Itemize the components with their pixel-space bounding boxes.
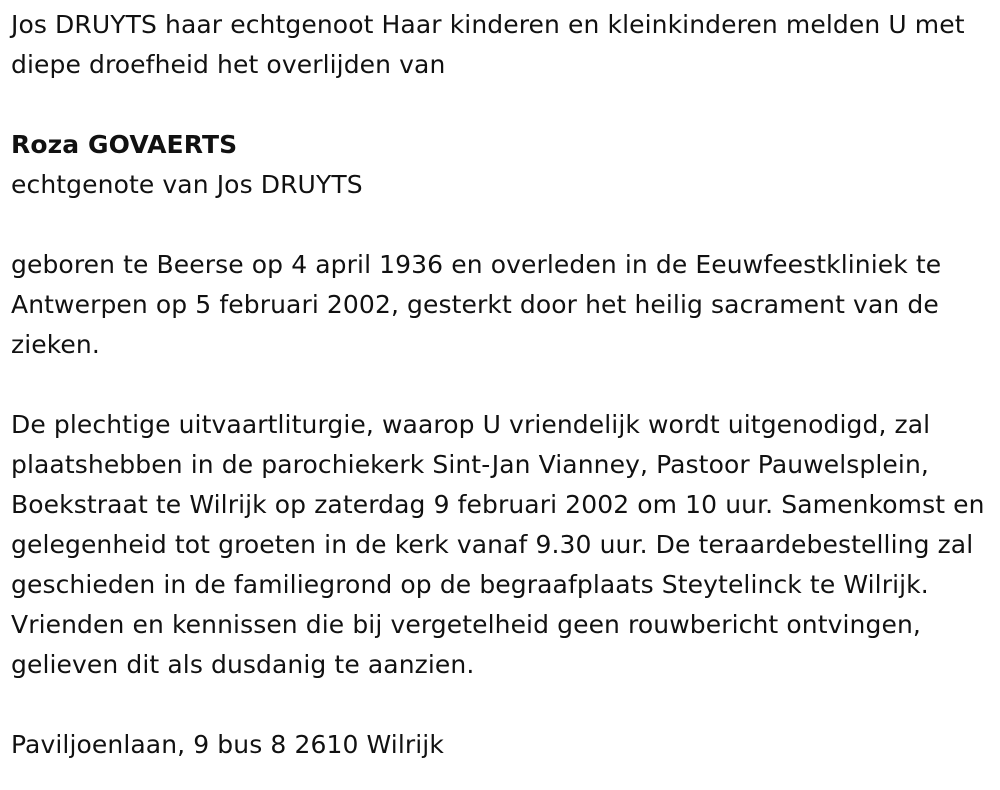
obituary-document xyxy=(11,5,996,765)
intro-paragraph: Jos DRUYTS haar echtgenoot Haar kinderen en kleinkinderen melden U met diepe droefheid het overlijden van xyxy=(11,10,965,79)
deceased-name: Roza GOVAERTS xyxy=(11,130,238,159)
spouse-line: echtgenote van Jos DRUYTS xyxy=(11,170,363,199)
birth-death-paragraph: geboren te Beerse op 4 april 1936 en overleden in de Eeuwfeestkliniek te Antwerpen op 5 februari 2002, gesterkt door het heilig sacrament van de zieken. xyxy=(11,250,942,359)
address-line: Paviljoenlaan, 9 bus 8 2610 Wilrijk xyxy=(11,730,444,759)
funeral-paragraph: De plechtige uitvaartliturgie, waarop U vriendelijk wordt uitgenodigd, zal plaatshebben in de parochiekerk Sint-Jan Vianney, Pastoor Pauwelsplein, Boekstraat te Wilrijk op zaterdag 9 februari 2002 om 10 uur. Samenkomst en gelegenheid tot groeten in de kerk vanaf 9.30 uur. De teraardebestelling zal geschieden in de familiegrond op de begraafplaats Steytelinck te Wilrijk. Vrienden en kennissen die bij vergetelheid geen rouwbericht ontvingen, gelieven dit als dusdanig te aanzien. xyxy=(11,410,985,679)
